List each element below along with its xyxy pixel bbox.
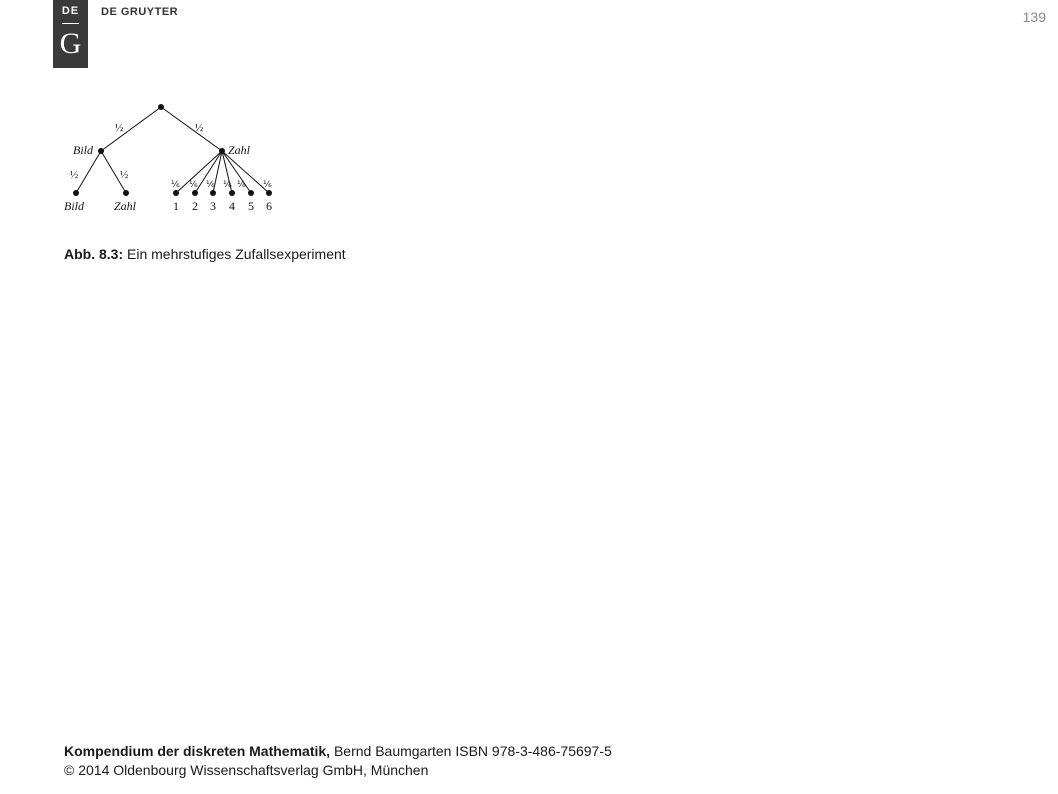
logo-top-text: DE xyxy=(61,5,80,17)
prob-root-zahl: ½ xyxy=(195,122,204,134)
edge-root-bild xyxy=(101,107,161,151)
leaf-zahl xyxy=(123,190,129,196)
page-number: 139 xyxy=(1022,9,1046,25)
leaf-label-4: 4 xyxy=(229,199,235,213)
logo-divider xyxy=(62,23,79,24)
leaf-label-1: 1 xyxy=(173,199,179,213)
prob-bild-bild: ½ xyxy=(70,169,79,181)
leaf-3 xyxy=(210,190,216,196)
caption-text: Ein mehrstufiges Zufallsexperiment xyxy=(127,246,346,262)
publisher-logo xyxy=(53,0,88,68)
leaf-2 xyxy=(192,190,198,196)
leaf-label-zahl: Zahl xyxy=(114,199,137,213)
prob-zahl-5: ⅙ xyxy=(237,179,246,189)
probability-tree-figure xyxy=(55,95,295,225)
label-zahl: Zahl xyxy=(228,143,251,157)
prob-zahl-4: ⅙ xyxy=(223,179,232,189)
prob-root-bild: ½ xyxy=(115,122,124,134)
prob-bild-zahl: ½ xyxy=(120,169,129,181)
prob-zahl-1: ⅙ xyxy=(171,179,180,189)
caption-label: Abb. 8.3: xyxy=(64,246,124,262)
footer-line-1 xyxy=(64,742,612,761)
leaf-label-3: 3 xyxy=(210,199,216,213)
node-bild xyxy=(98,148,104,154)
leaf-label-2: 2 xyxy=(192,199,198,213)
book-details: Bernd Baumgarten ISBN 978-3-486-75697-5 xyxy=(333,743,612,759)
logo-bottom-text: G xyxy=(59,27,82,60)
figure-caption xyxy=(64,246,346,262)
leaf-4 xyxy=(229,190,235,196)
leaf-label-5: 5 xyxy=(248,199,254,213)
edge-root-zahl xyxy=(161,107,222,151)
node-zahl xyxy=(219,148,225,154)
leaf-bild xyxy=(73,190,79,196)
leaf-6 xyxy=(266,190,272,196)
leaf-label-bild: Bild xyxy=(64,199,84,213)
book-title: Kompendium der diskreten Mathematik, xyxy=(64,743,331,759)
publisher-name: DE GRUYTER xyxy=(101,6,179,18)
label-bild: Bild xyxy=(73,143,93,157)
prob-zahl-2: ⅙ xyxy=(189,179,198,189)
prob-zahl-3: ⅙ xyxy=(206,179,215,189)
prob-zahl-6: ⅙ xyxy=(263,179,272,189)
leaf-5 xyxy=(248,190,254,196)
root-node xyxy=(158,104,164,110)
copyright-line: © 2014 Oldenbourg Wissenschaftsverlag GmbH, München xyxy=(64,762,429,778)
edge-bild-bild xyxy=(76,151,101,193)
leaf-1 xyxy=(173,190,179,196)
leaf-label-6: 6 xyxy=(266,199,272,213)
citation-footer xyxy=(64,742,612,780)
